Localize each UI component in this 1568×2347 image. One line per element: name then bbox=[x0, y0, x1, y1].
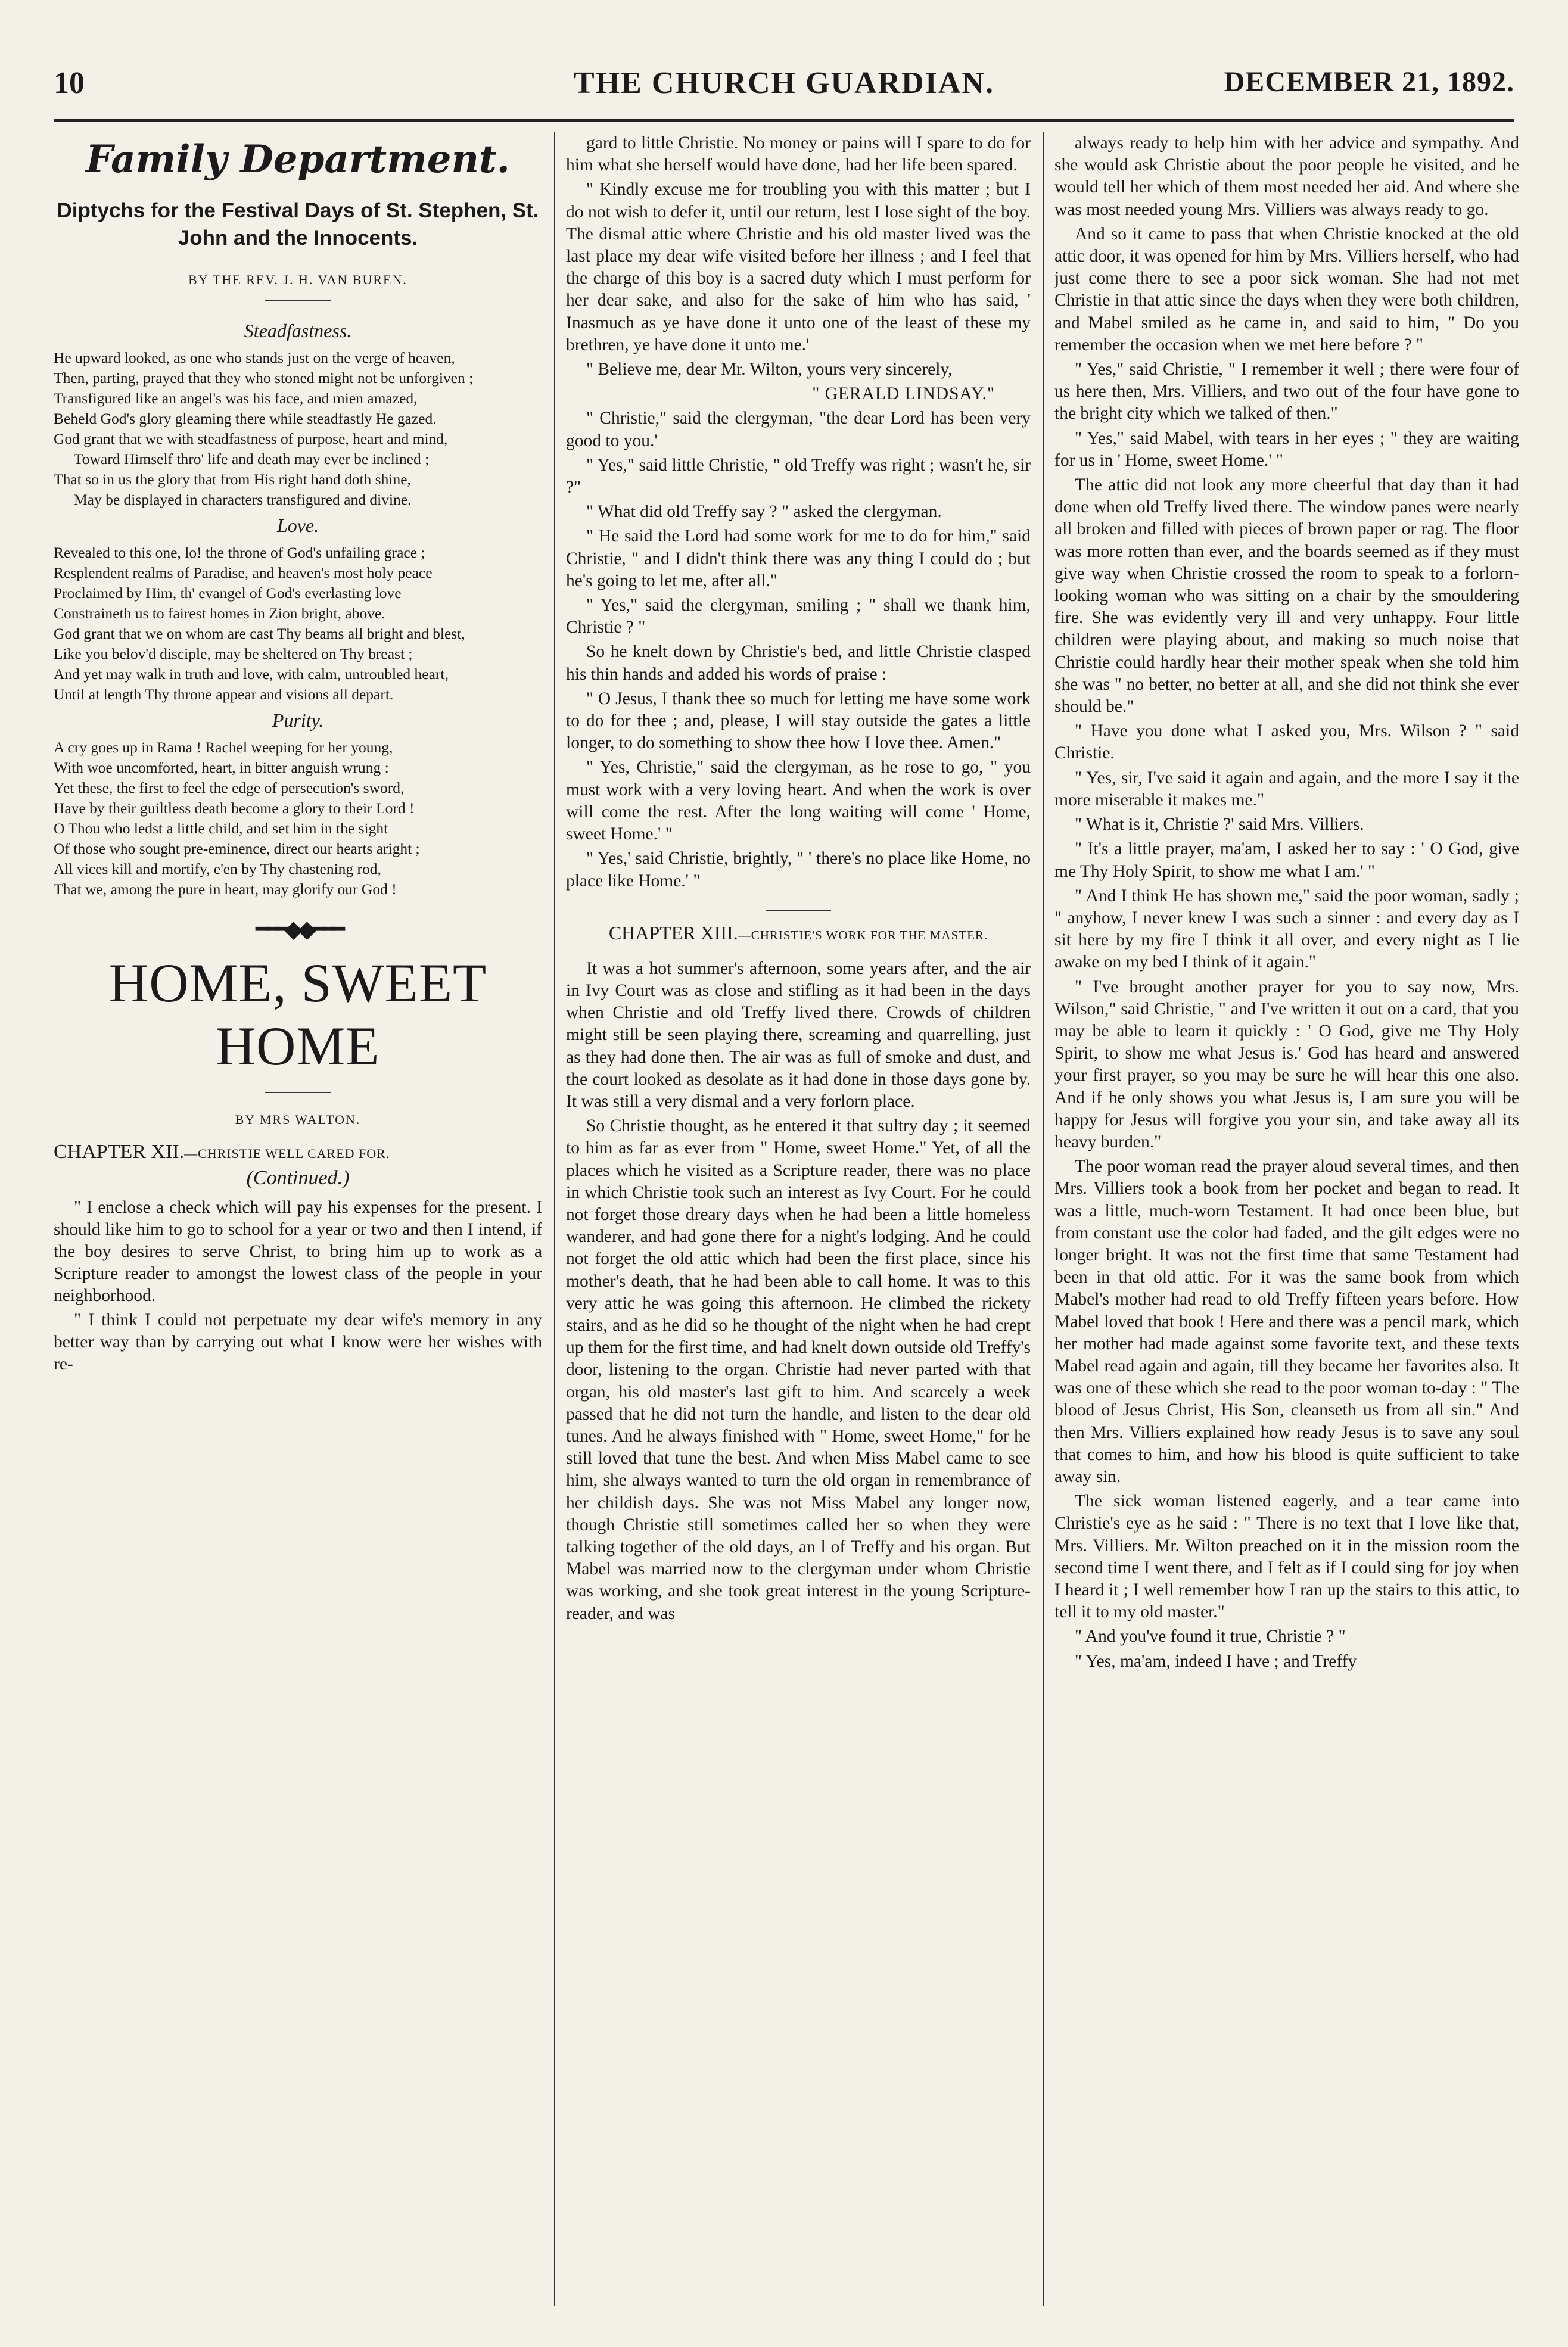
poem-line: That we, among the pure in heart, may glorify our God ! bbox=[54, 880, 397, 898]
poem-line: Beheld God's glory gleaming there while steadfastly He gazed. bbox=[54, 410, 437, 427]
poem-line: Proclaimed by Him, th' evangel of God's everlasting love bbox=[54, 584, 402, 602]
paragraph: " Yes,' said Christie, brightly, " ' there's no place like Home, no place like Home.' " bbox=[566, 849, 1031, 891]
paragraph: So Christie thought, as he entered it that sultry day ; it seemed to him as far as ever from " Home, sweet Home." Yet, of all the places which he visited as a Scripture reader, there was no place in which Christie took such an interest as Ivy Court. For he could not forget those dreary days when he had been a little homeless wanderer, and had gone there for a night's lodging. And he could not forget the old attic which had been the first place, since his mother's death, that he had been able to call home. It was to this very attic he was going this afternoon. He climbed the rickety stairs, and as he did so he thought of the night when he had crept up them for the first time, and had knelt down outside old Treffy's door, listening to the organ. Christie had never parted with that organ, his old master's last gift to him. And scarcely a week passed that he did not turn the handle, and listen to the dear old tunes. And he always finished with " Home, sweet Home," for he still loved that tune the best. And when Miss Mabel came to see him, she always wanted to turn the old organ in remembrance of her childish days. She was not Miss Mabel any longer now, though Christie still sometimes called her so when they were talking together of the old days, an l of Treffy and his organ. But Mabel was married now to the clergyman under whom Christie was working, and she took great interest in the young Scripture-reader, and was bbox=[566, 1116, 1031, 1623]
column-3 bbox=[1054, 132, 1519, 2306]
poem-line: Toward Himself thro' life and death may ever be inclined ; bbox=[74, 450, 430, 468]
paragraph: So he knelt down by Christie's bed, and little Christie clasped his thin hands and added his words of praise : bbox=[566, 642, 1031, 684]
paragraph: " Yes, ma'am, indeed I have ; and Treffy bbox=[1075, 1651, 1357, 1671]
paragraph: " Yes," said the clergyman, smiling ; " shall we thank him, Christie ? " bbox=[566, 596, 1031, 637]
poem-line: He upward looked, as one who stands just on the verge of heaven, bbox=[54, 349, 455, 366]
paragraph: " I enclose a check which will pay his expenses for the present. I should like him to go to school for a year or two and then I intend, if the boy desires to serve Christ, to bring him up to work as a Scripture reader to amongst the lowest class of the people in your neighborhood. bbox=[54, 1198, 542, 1305]
continued-note: (Continued.) bbox=[246, 1167, 350, 1189]
page-header bbox=[54, 66, 1514, 119]
short-rule bbox=[766, 910, 831, 911]
department-title: Family Department. bbox=[86, 137, 510, 182]
paragraph: " He said the Lord had some work for me to do for him," said Christie, " and I didn't think there was any thing I could do ; but he's going to let me, after all." bbox=[566, 527, 1031, 590]
paragraph: The poor woman read the prayer aloud several times, and then Mrs. Villiers took a book from her pocket and began to read. It was a little, much-worn Testament. It had once been blue, but from constant use the color had faded, and the gilt edges were no longer bright. It was not the first time that same Testament had been in that old attic. For it was the same book from which Mabel's mother had read to old Treffy fifteen years before. How Mabel loved that book ! Here and there was a pencil mark, which her mother had made against some favorite text, and these texts Mabel read again and again, till they became her favorites also. It was one of these which she read to the poor woman to-day : " The blood of Jesus Christ, His Son, cleanseth us from all sin." And then Mrs. Villiers explained how ready Jesus is to save any soul that comes to him, and how his blood is quite sufficient to take away sin. bbox=[1054, 1157, 1519, 1486]
poem-line: With woe uncomforted, heart, in bitter anguish wrung : bbox=[54, 759, 389, 776]
poem-line: Revealed to this one, lo! the throne of God's unfailing grace ; bbox=[54, 544, 425, 561]
poem-line: Constraineth us to fairest homes in Zion bright, above. bbox=[54, 605, 385, 622]
poem-title: Steadfastness. bbox=[244, 320, 352, 341]
issue-date: DECEMBER 21, 1892. bbox=[1224, 66, 1514, 98]
poem-line: And yet may walk in truth and love, with calm, untroubled heart, bbox=[54, 665, 449, 683]
story-text bbox=[566, 958, 1031, 1625]
paragraph: The attic did not look any more cheerful that day than it had done when old Treffy lived there. The window panes were nearly all broken and filled with pieces of brown paper or rag. The floor was more rotten than ever, and the boards seemed as if they must give way when Christie crossed the room to speak to a forlorn-looking woman who was sitting on a chair by the smouldering fire. She was evidently very ill and very unhappy. Four little children were playing about, and making so much noise that Christie could hardly hear their mother speak when she told him she was " no better, no better at all, and she did not think she ever should be." bbox=[1054, 475, 1519, 717]
paragraph: " Kindly excuse me for troubling you with this matter ; but I do not wish to defer it, until our return, lest I lose sight of the boy. The dismal attic where Christie and his old master lived was the last place my dear wife visited before her illness ; and I feel that the charge of this boy is a sacred duty which I must perform for her dear sake, and also for the sake of him who has said, ' Inasmuch as ye have done it unto one of the least of these my brethren, ye have done it unto me.' bbox=[566, 180, 1031, 354]
chapter-title: —CHRISTIE WELL CARED FOR. bbox=[184, 1146, 390, 1161]
chapter-number: CHAPTER XIII. bbox=[608, 922, 738, 944]
paragraph: " What is it, Christie ?' said Mrs. Villiers. bbox=[1075, 815, 1364, 835]
story-author: BY MRS WALTON. bbox=[235, 1112, 361, 1127]
poem-line: Until at length Thy throne appear and visions all depart. bbox=[54, 686, 394, 703]
story-text bbox=[566, 407, 1031, 892]
article-byline: BY THE REV. J. H. VAN BUREN. bbox=[188, 272, 407, 287]
column-1 bbox=[54, 132, 542, 2306]
header-rule bbox=[54, 119, 1514, 122]
poem-title: Love. bbox=[276, 515, 319, 536]
page-number: 10 bbox=[54, 66, 85, 100]
paragraph: " Yes," said Christie, " I remember it well ; there were four of us here then, Mrs. Villiers, and two out of the four have gone to the bright city which we talked of then." bbox=[1054, 360, 1519, 424]
poem-line: God grant that we with steadfastness of purpose, heart and mind, bbox=[54, 430, 448, 447]
short-rule bbox=[265, 300, 331, 301]
paragraph: " Have you done what I asked you, Mrs. Wilson ? " said Christie. bbox=[1054, 721, 1519, 763]
paragraph: " What did old Treffy say ? " asked the clergyman. bbox=[586, 502, 942, 522]
paragraph: always ready to help him with her advice and sympathy. And she would ask Christie about the poor people he visited, and he would tell her which of them most needed her aid. And where she was most needed young Mrs. Villiers was always ready to go. bbox=[1054, 133, 1519, 219]
chapter-title: —CHRISTIE'S WORK FOR THE MASTER. bbox=[738, 927, 988, 942]
story-title: HOME, SWEET HOME bbox=[108, 953, 487, 1076]
poem-group bbox=[54, 320, 542, 899]
poem-line: Have by their guiltless death become a glory to their Lord ! bbox=[54, 799, 415, 817]
poem-line: All vices kill and mortify, e'en by Thy chastening rod, bbox=[54, 860, 381, 877]
poem-line: O Thou who ledst a little child, and set him in the sight bbox=[54, 820, 388, 837]
paragraph: " It's a little prayer, ma'am, I asked her to say : ' O God, give me Thy Holy Spirit, to show me what I am.' " bbox=[1054, 839, 1519, 881]
paragraph: " Yes, sir, I've said it again and again, and the more I say it the more miserable it makes me." bbox=[1054, 768, 1519, 810]
poem-line: May be displayed in characters transfigured and divine. bbox=[74, 491, 412, 508]
newspaper-title: THE CHURCH GUARDIAN. bbox=[574, 66, 994, 100]
poem-title: Purity. bbox=[272, 709, 324, 731]
paragraph: " I think I could not perpetuate my dear wife's memory in any better way than by carrying out what I know were her wishes with re- bbox=[54, 1311, 542, 1374]
story-text bbox=[566, 132, 1031, 381]
paragraph: " I've brought another prayer for you to say now, Mrs. Wilson," said Christie, " and I've written it out on a card, that you may be able to learn it quickly : ' O God, give me Thy Holy Spirit, to show me what Jesus is.' God has heard and answered your first prayer, so you may be sure he will hear this one also. And if he only shows you what Jesus is, I am sure you will be happy for Jesus will forgive you your sin, and take away all its heavy burden." bbox=[1054, 977, 1519, 1151]
paragraph: " And you've found it true, Christie ? " bbox=[1075, 1627, 1346, 1646]
poem-stanza bbox=[54, 348, 542, 510]
story-text bbox=[54, 1197, 542, 1375]
letter-signature: " GERALD LINDSAY." bbox=[812, 384, 995, 404]
poem-line: Like you belov'd disciple, may be sheltered on Thy breast ; bbox=[54, 645, 413, 662]
column-divider bbox=[554, 132, 555, 2306]
section-ornament: ━━━◆◆━━━ bbox=[255, 916, 340, 942]
poem-line: Then, parting, prayed that they who stoned might not be unforgiven ; bbox=[54, 369, 474, 387]
paragraph: " Believe me, dear Mr. Wilton, yours very sincerely, bbox=[586, 360, 953, 379]
paragraph: The sick woman listened eagerly, and a tear came into Christie's eye as he said : " There is no text that I love like that, Mrs. Villiers. Mr. Wilton preached on it in the mission room the second time I went there, and I felt as if I could sing for joy when I heard it ; I well remember how I ran up the stairs to this attic, to tell it to my old master." bbox=[1054, 1492, 1519, 1622]
paragraph: " And I think He has shown me," said the poor woman, sadly ; " anyhow, I never knew I was such a sinner : and every day as I sit here by my fire I think it all over, and every night as I lie awake on my bed I think of it again." bbox=[1054, 886, 1519, 972]
poem-line: Resplendent realms of Paradise, and heaven's most holy peace bbox=[54, 564, 433, 581]
short-rule bbox=[265, 1092, 331, 1093]
poem-stanza bbox=[54, 543, 542, 705]
poem-line: Of those who sought pre-eminence, direct our hearts aright ; bbox=[54, 840, 420, 857]
column-2 bbox=[566, 132, 1031, 2306]
paragraph: " Christie," said the clergyman, "the dear Lord has been very good to you.' bbox=[566, 409, 1031, 450]
chapter-heading bbox=[54, 1141, 542, 1163]
chapter-heading bbox=[566, 921, 1031, 947]
story-text bbox=[1054, 132, 1519, 1673]
poem-stanza bbox=[54, 737, 542, 899]
poem-line: That so in us the glory that from His right hand doth shine, bbox=[54, 471, 411, 488]
chapter-number: CHAPTER XII. bbox=[54, 1141, 185, 1163]
article-headline: Diptychs for the Festival Days of St. Stephen, St. John and the Innocents. bbox=[57, 199, 539, 250]
poem-line: God grant that we on whom are cast Thy beams all bright and blest, bbox=[54, 625, 465, 642]
paragraph: " Yes," said little Christie, " old Treffy was right ; wasn't he, sir ?" bbox=[566, 455, 1031, 497]
paragraph: " Yes, Christie," said the clergyman, as he rose to go, " you must work with a very loving heart. And when the work is over will come the rest. After the long waiting will come ' Home, sweet Home.' " bbox=[566, 758, 1031, 844]
paragraph: " O Jesus, I thank thee so much for letting me have some work to do for thee ; and, please, I will stay outside the gates a little longer, to do something to show thee how I love thee. Amen." bbox=[566, 689, 1031, 753]
paragraph: And so it came to pass that when Christie knocked at the old attic door, it was opened for him by Mrs. Villiers herself, who had just come there to see a poor sick woman. She had not met Christie in that attic since the days when they were both children, and Mabel smiled as he came in, and said to him, " Do you remember the occasion when we met here before ? " bbox=[1054, 224, 1519, 354]
paragraph: gard to little Christie. No money or pains will I spare to do for him what she herself would have done, had her life been spared. bbox=[566, 133, 1031, 175]
paragraph: " Yes," said Mabel, with tears in her eyes ; " they are waiting for us in ' Home, sweet Home.' " bbox=[1054, 428, 1519, 470]
poem-line: Transfigured like an angel's was his face, and mien amazed, bbox=[54, 390, 418, 407]
poem-line: Yet these, the first to feel the edge of persecution's sword, bbox=[54, 779, 405, 796]
poem-line: A cry goes up in Rama ! Rachel weeping for her young, bbox=[54, 739, 393, 756]
column-divider bbox=[1043, 132, 1044, 2306]
paragraph: It was a hot summer's afternoon, some years after, and the air in Ivy Court was as close and stifling as it had been in the days when Christie and old Treffy lived there. Crowds of children might still be seen playing there, screaming and quarrelling, just as they had done then. The air was as full of smoke and dust, and the court looked as desolate as it had done in those days gone by. It was still a very dismal and a very forlorn place. bbox=[566, 958, 1031, 1111]
